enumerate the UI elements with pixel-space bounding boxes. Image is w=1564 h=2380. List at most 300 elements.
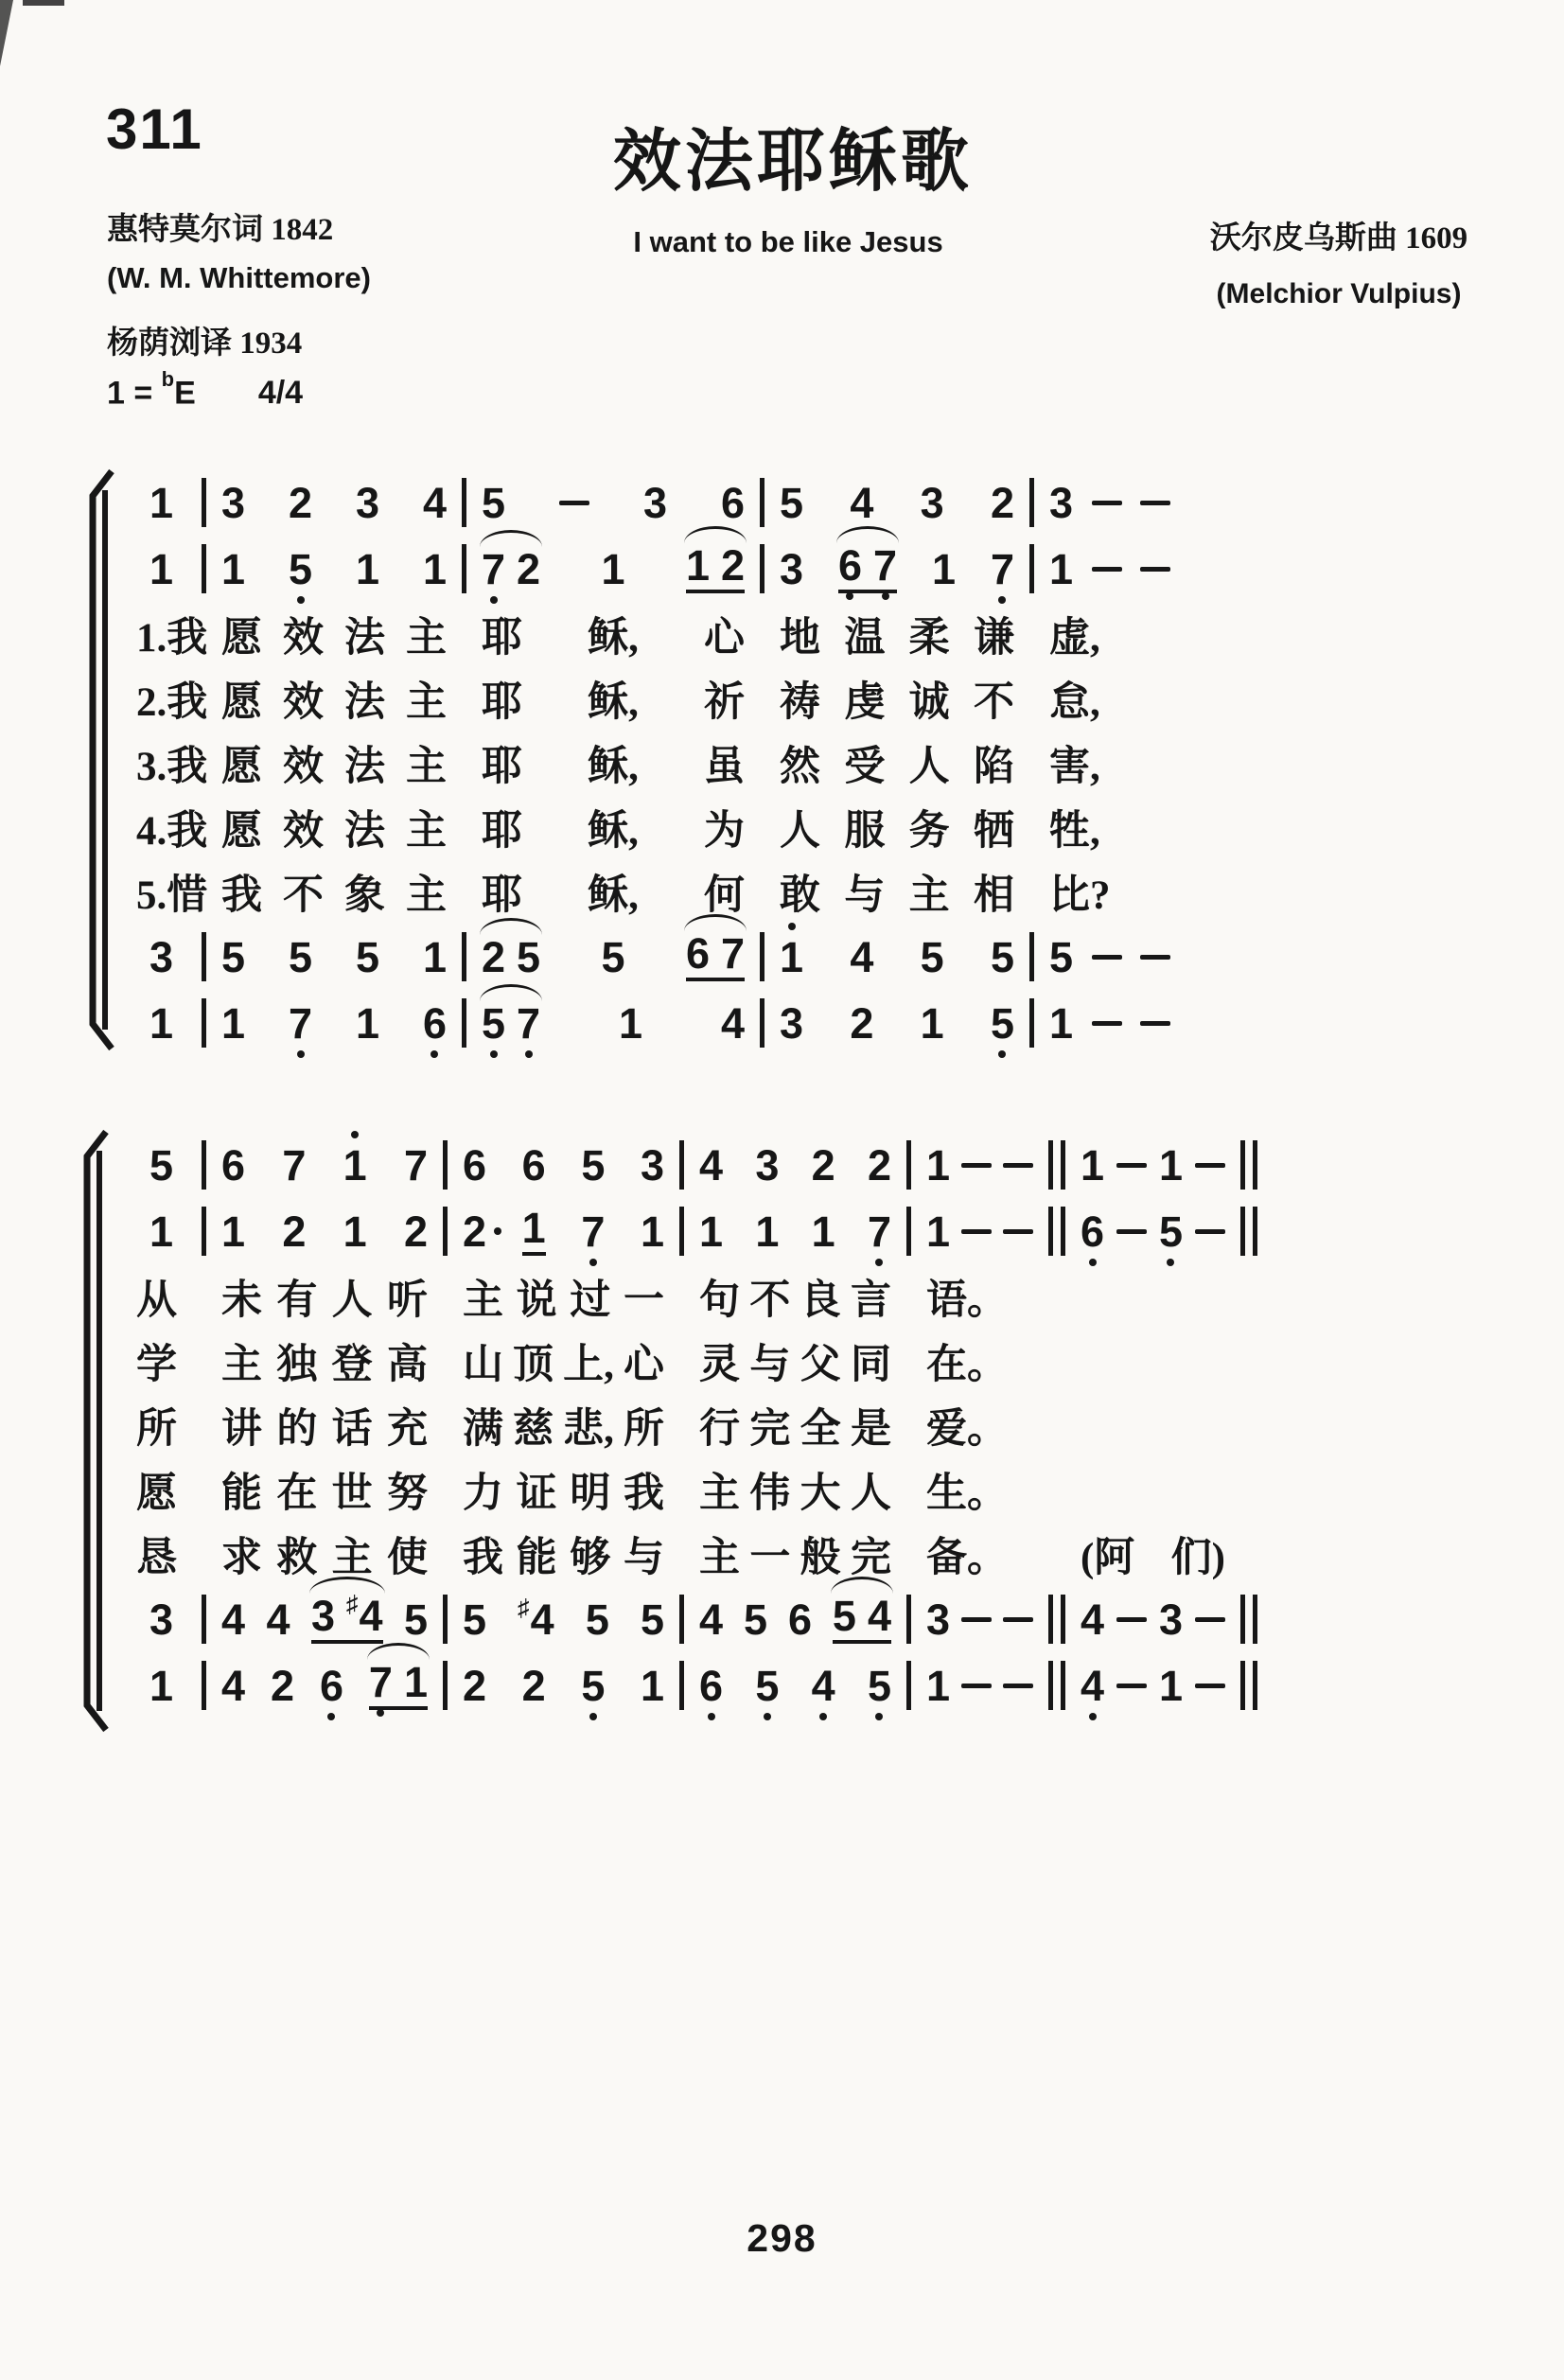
lyric-syllable: 主 xyxy=(699,1471,740,1516)
jianpu-note: 5 xyxy=(1049,932,1074,981)
lyric-measure xyxy=(911,1268,1048,1326)
lyric-syllable: 稣, xyxy=(588,615,639,661)
sharp-sign: ♯ xyxy=(518,1594,530,1621)
jianpu-note: 2 xyxy=(282,1207,307,1256)
measure xyxy=(448,1661,679,1710)
jianpu-note: 1 xyxy=(149,1661,174,1710)
lyric-measure xyxy=(911,1525,1048,1583)
flat-sign: b xyxy=(161,367,175,391)
verse-line-5 xyxy=(121,859,1186,924)
lyric-measure xyxy=(764,734,1029,792)
octave-dot-below xyxy=(764,1713,771,1720)
lyric-syllable: 充 xyxy=(386,1406,428,1452)
jianpu-note: 5 xyxy=(868,1665,891,1707)
lyric-syllable: 山 xyxy=(463,1342,503,1387)
octave-dot-below xyxy=(377,1709,384,1717)
lyric-measure xyxy=(1034,734,1186,792)
jianpu-note: 1 xyxy=(1049,998,1074,1048)
lyric-measure xyxy=(1034,863,1186,921)
jianpu-note: 1 xyxy=(221,544,246,593)
lyric-measure xyxy=(448,1397,679,1454)
verse-line-2 xyxy=(121,1329,1257,1393)
rest-dash xyxy=(1195,1229,1225,1234)
octave-dot-below xyxy=(1167,1259,1174,1266)
bass-line xyxy=(121,1652,1257,1719)
lyric-measure xyxy=(206,670,462,728)
jianpu-note: 6 xyxy=(423,1002,447,1045)
jianpu-note: 6 xyxy=(1081,1210,1104,1253)
lyric-measure xyxy=(1034,606,1186,663)
lyric-measure xyxy=(206,1525,443,1583)
measure xyxy=(1034,998,1186,1048)
jianpu-note: 3 xyxy=(355,478,379,527)
lyric-syllable: 务 xyxy=(908,808,950,854)
measure xyxy=(911,1661,1048,1710)
jianpu-note: 4 xyxy=(812,1665,835,1707)
lyric-measure xyxy=(911,1332,1048,1390)
lyric-syllable: 陷 xyxy=(973,744,1014,789)
lyric-measure xyxy=(121,863,208,921)
jianpu-note: 5 xyxy=(517,932,541,981)
jianpu-note: 5 xyxy=(640,1595,664,1644)
lyric-syllable: 上, xyxy=(563,1342,614,1387)
rest-dash xyxy=(1003,1617,1033,1622)
jianpu-note: 4 xyxy=(221,1661,246,1710)
measure xyxy=(911,1140,1048,1190)
rest-dash xyxy=(1116,1163,1147,1168)
octave-dot-below xyxy=(846,592,853,600)
time-signature: 4/4 xyxy=(257,375,304,412)
lyric-syllable: 从 xyxy=(136,1278,177,1323)
measure xyxy=(1034,478,1186,527)
lyric-syllable: 高 xyxy=(386,1342,428,1387)
lyric-syllable: 独 xyxy=(276,1342,318,1387)
music-system-1 xyxy=(121,469,1186,1056)
octave-dot-below xyxy=(327,1713,335,1720)
lyric-measure xyxy=(448,1525,679,1583)
measure xyxy=(1065,1207,1240,1256)
jianpu-note: 4 xyxy=(221,1595,246,1644)
lyric-measure xyxy=(121,1525,202,1583)
key-note: E xyxy=(174,375,196,412)
octave-dot-below xyxy=(297,596,305,604)
system-rows xyxy=(121,469,1186,1056)
jianpu-note: 5 xyxy=(221,932,246,981)
jianpu-note: 1 xyxy=(926,1140,951,1190)
lyric-syllable: 一 xyxy=(749,1535,791,1580)
octave-dot-below xyxy=(998,596,1006,604)
rest-dash xyxy=(1003,1684,1033,1688)
jianpu-note: 6 xyxy=(787,1595,812,1644)
jianpu-note: 4 xyxy=(266,1595,290,1644)
jianpu-note: 1 xyxy=(640,1207,664,1256)
rest-dash xyxy=(559,501,589,505)
octave-dot-below xyxy=(1089,1259,1097,1266)
octave-dot-above xyxy=(351,1131,359,1138)
jianpu-note: 1 xyxy=(1158,1661,1183,1710)
lyric-syllable: 良 xyxy=(800,1278,841,1323)
jianpu-note: ♯ 4 xyxy=(518,1594,554,1644)
measure xyxy=(206,1207,443,1256)
jianpu-note: 6 xyxy=(838,544,862,587)
note-group xyxy=(482,998,541,1048)
jianpu-note: 6 xyxy=(685,929,710,978)
jianpu-note: 5 xyxy=(482,478,506,527)
jianpu-note: 1 xyxy=(403,1658,428,1706)
lyric-syllable: 然 xyxy=(780,744,820,789)
measure xyxy=(1034,544,1186,593)
lyric-measure xyxy=(448,1268,679,1326)
scan-artifact xyxy=(23,0,64,6)
lyric-syllable: 柔 xyxy=(908,615,950,661)
lyric-syllable: 愿 xyxy=(221,679,262,725)
rest-dash xyxy=(1092,501,1122,505)
lyric-syllable: 全 xyxy=(800,1406,841,1452)
measure xyxy=(466,541,760,593)
lyric-syllable: 慈 xyxy=(513,1406,554,1452)
rest-dash xyxy=(961,1684,992,1688)
note-group xyxy=(521,1204,546,1256)
jianpu-note: 6 xyxy=(320,1665,343,1707)
measure xyxy=(206,1591,443,1644)
lyric-syllable: 相 xyxy=(973,873,1014,918)
rest-dash xyxy=(1092,955,1122,960)
jianpu-note: 4 xyxy=(1081,1595,1105,1644)
octave-dot-below xyxy=(525,1050,533,1058)
lyric-syllable: 与 xyxy=(844,873,886,918)
verse-line-4 xyxy=(121,795,1186,859)
lyric-measure xyxy=(121,799,208,856)
lyric-syllable: 句 xyxy=(699,1278,740,1323)
lyric-measure xyxy=(466,799,760,856)
jianpu-note: 6 xyxy=(720,478,745,527)
jianpu-note: 5 xyxy=(743,1595,767,1644)
jianpu-note: 1 xyxy=(811,1207,835,1256)
jianpu-note: 2 xyxy=(867,1140,891,1190)
note-group xyxy=(482,932,541,981)
lyric-measure xyxy=(1034,670,1186,728)
lyric-syllable: 伟 xyxy=(749,1471,791,1516)
jianpu-note: 1 xyxy=(920,998,944,1048)
jianpu-note: 1 xyxy=(619,998,643,1048)
lyric-syllable: 恳 xyxy=(136,1535,177,1580)
jianpu-note: 7 xyxy=(720,929,745,978)
measure xyxy=(121,1140,202,1190)
lyric-measure xyxy=(684,1525,906,1583)
lyric-syllable: 害, xyxy=(1049,744,1100,789)
measure xyxy=(684,1661,906,1710)
measure xyxy=(448,1140,679,1190)
rest-dash xyxy=(1092,1021,1122,1026)
jianpu-note: 7 xyxy=(991,548,1014,591)
lyric-syllable: 主 xyxy=(406,808,447,854)
lyric-syllable: 所 xyxy=(623,1406,664,1452)
system-bracket xyxy=(79,467,117,1052)
measure xyxy=(121,1207,202,1256)
jianpu-note: 7 xyxy=(868,1210,891,1253)
jianpu-note: 5 xyxy=(482,1002,505,1045)
octave-dot-below xyxy=(431,1050,438,1058)
lyric-measure xyxy=(121,606,208,663)
lyric-syllable: 不 xyxy=(283,873,324,918)
scan-artifact xyxy=(0,0,13,66)
lyric-measure xyxy=(764,799,1029,856)
lyric-syllable: 不 xyxy=(749,1278,791,1323)
measure xyxy=(466,929,760,981)
lyric-syllable: 力 xyxy=(463,1471,503,1516)
alto-line xyxy=(121,1198,1257,1264)
lyric-syllable: 何 xyxy=(704,873,745,918)
octave-dot-below xyxy=(882,592,889,600)
jianpu-note: 1 xyxy=(780,936,803,978)
note-group xyxy=(310,1591,383,1644)
lyric-syllable: 虚, xyxy=(1049,615,1100,661)
jianpu-note: 4 xyxy=(850,932,874,981)
lyric-measure xyxy=(121,1461,202,1519)
verse-line-1 xyxy=(121,602,1186,666)
lyric-measure xyxy=(684,1268,906,1326)
lyric-measure xyxy=(684,1397,906,1454)
measure xyxy=(206,544,462,593)
jianpu-note: 5 xyxy=(581,1665,605,1707)
note-group xyxy=(685,929,745,981)
jianpu-note: 2 xyxy=(463,1210,486,1253)
lyric-syllable: 4.我 xyxy=(136,808,208,854)
verse-line-3 xyxy=(121,1393,1257,1457)
lyric-measure xyxy=(206,1461,443,1519)
octave-dot-below xyxy=(819,1713,827,1720)
jianpu-note: 4 xyxy=(699,1140,724,1190)
page-subtitle: I want to be like Jesus xyxy=(633,225,943,258)
double-barline xyxy=(1048,1661,1065,1710)
jianpu-note: 2 xyxy=(720,541,745,590)
lyric-syllable: 所 xyxy=(136,1406,177,1452)
lyric-syllable: 父 xyxy=(800,1342,841,1387)
lyric-syllable: 生。 xyxy=(926,1471,1008,1516)
lyric-measure xyxy=(448,1332,679,1390)
measure xyxy=(206,932,462,981)
measure xyxy=(121,478,202,527)
lyric-syllable: 与 xyxy=(749,1342,791,1387)
jianpu-note: 2 xyxy=(403,1207,428,1256)
lyricist-credit-en: (W. M. Whittemore) xyxy=(107,261,371,294)
lyric-measure xyxy=(1034,799,1186,856)
jianpu-note: 1 xyxy=(521,1204,546,1252)
bass-line xyxy=(121,990,1186,1056)
measure xyxy=(121,1595,202,1644)
jianpu-note: 6 xyxy=(699,1665,723,1707)
lyric-syllable: 象 xyxy=(344,873,385,918)
lyric-syllable: 救 xyxy=(276,1535,318,1580)
lyric-syllable: 祈 xyxy=(704,679,745,725)
lyric-syllable: 法 xyxy=(344,808,385,854)
lyric-measure xyxy=(764,670,1029,728)
octave-dot-below xyxy=(297,1050,305,1058)
lyric-syllable: 主 xyxy=(406,873,447,918)
rest-dash xyxy=(1140,501,1170,505)
lyric-syllable: 人 xyxy=(780,808,820,854)
jianpu-note: 5 xyxy=(990,932,1014,981)
lyric-measure xyxy=(466,606,760,663)
lyric-syllable: 登 xyxy=(331,1342,373,1387)
lyric-syllable: 耶 xyxy=(482,744,522,789)
measure xyxy=(911,1207,1048,1256)
rest-dash xyxy=(1140,1021,1170,1026)
lyric-syllable: 效 xyxy=(283,808,324,854)
lyric-syllable: 耶 xyxy=(482,808,522,854)
jianpu-note: 2 xyxy=(990,478,1014,527)
page-number: 298 xyxy=(747,2216,817,2260)
lyric-syllable: 人 xyxy=(331,1278,373,1323)
octave-dot-below xyxy=(708,1713,715,1720)
lyric-syllable: 牲, xyxy=(1049,808,1100,854)
measure xyxy=(121,544,202,593)
measure xyxy=(448,1204,679,1256)
jianpu-note: 1 xyxy=(422,544,447,593)
measure xyxy=(206,998,462,1048)
jianpu-note: 1 xyxy=(601,544,625,593)
jianpu-note: 2 xyxy=(463,1661,487,1710)
lyric-syllable: 完 xyxy=(850,1535,891,1580)
music-system-2 xyxy=(121,1132,1257,1719)
jianpu-note: 2 xyxy=(850,998,874,1048)
jianpu-note: 4 xyxy=(720,998,745,1048)
lyric-measure xyxy=(121,734,208,792)
composer-credit: 沃尔皮乌斯曲 1609 xyxy=(1209,221,1468,256)
lyric-syllable: 过 xyxy=(570,1278,611,1323)
rest-dash xyxy=(1116,1684,1147,1688)
lyric-syllable: 5.惜 xyxy=(136,873,208,918)
lyric-measure xyxy=(206,734,462,792)
jianpu-note: 5 xyxy=(755,1665,779,1707)
lyric-syllable: 心 xyxy=(623,1342,664,1387)
jianpu-note: 4 xyxy=(422,478,447,527)
measure xyxy=(764,478,1029,527)
double-barline xyxy=(1240,1595,1257,1644)
lyric-syllable: 为 xyxy=(704,808,745,854)
hymn-number: 311 xyxy=(106,97,203,161)
jianpu-note: 3 xyxy=(780,544,804,593)
note-group xyxy=(482,544,541,593)
jianpu-note: 5 xyxy=(1159,1210,1183,1253)
soprano-line xyxy=(121,469,1186,536)
verse-line-5 xyxy=(121,1522,1257,1586)
jianpu-note: 5 xyxy=(403,1595,428,1644)
jianpu-note: 1 xyxy=(355,544,379,593)
jianpu-note: 1 xyxy=(640,1661,664,1710)
rest-dash xyxy=(1195,1163,1225,1168)
measure xyxy=(121,1661,202,1710)
rest-dash xyxy=(961,1229,992,1234)
jianpu-note: 5 xyxy=(585,1595,609,1644)
jianpu-note: 3 xyxy=(1158,1595,1183,1644)
double-barline xyxy=(1048,1595,1065,1644)
lyric-syllable: 效 xyxy=(283,744,324,789)
jianpu-note: 1 xyxy=(149,998,174,1048)
jianpu-note: 1 xyxy=(1158,1140,1183,1190)
jianpu-note: 5 xyxy=(832,1592,856,1640)
lyric-syllable: 我 xyxy=(463,1535,503,1580)
jianpu-note: 1 xyxy=(755,1207,780,1256)
lyric-syllable: 主 xyxy=(221,1342,262,1387)
lyric-syllable: 能 xyxy=(516,1535,557,1580)
lyric-measure xyxy=(206,863,462,921)
lyric-syllable: 3.我 xyxy=(136,744,208,789)
lyric-syllable: 主 xyxy=(406,744,447,789)
jianpu-note: 7 xyxy=(289,1002,312,1045)
lyric-measure xyxy=(764,606,1029,663)
jianpu-note: 1 xyxy=(685,541,710,590)
verse-line-4 xyxy=(121,1457,1257,1522)
jianpu-note: 1 xyxy=(1081,1140,1105,1190)
measure xyxy=(684,1207,906,1256)
lyric-syllable: 是 xyxy=(850,1406,891,1452)
double-barline xyxy=(1240,1140,1257,1190)
lyric-syllable: 言 xyxy=(850,1278,891,1323)
lyric-syllable: 同 xyxy=(850,1342,891,1387)
rest-dash xyxy=(1003,1163,1033,1168)
lyric-syllable: 地 xyxy=(780,615,820,661)
composer-credit-en: (Melchior Vulpius) xyxy=(1216,278,1462,309)
lyric-syllable: 愿 xyxy=(136,1471,177,1516)
jianpu-note: 3 xyxy=(310,1592,335,1640)
rest-dash xyxy=(1116,1617,1147,1622)
jianpu-note: 1 xyxy=(149,544,174,593)
jianpu-note: 7 xyxy=(369,1661,393,1703)
lyric-measure xyxy=(121,1268,202,1326)
jianpu-note: 5 xyxy=(289,548,312,591)
lyric-syllable: 虔 xyxy=(844,679,886,725)
jianpu-note: 1 xyxy=(931,544,956,593)
lyric-measure xyxy=(121,1397,202,1454)
jianpu-note: 5 xyxy=(149,1140,174,1190)
lyric-syllable: 顶 xyxy=(513,1342,554,1387)
measure xyxy=(684,1140,906,1190)
lyric-syllable: 心 xyxy=(704,615,745,661)
lyric-measure xyxy=(121,1332,202,1390)
jianpu-note: 5 xyxy=(601,932,625,981)
lyric-syllable: 在。 xyxy=(926,1342,1008,1387)
lyric-measure xyxy=(121,670,208,728)
jianpu-note: 5 xyxy=(288,932,313,981)
lyric-measure xyxy=(1065,1525,1240,1583)
translator-credit: 杨荫浏译 1934 xyxy=(107,326,303,361)
lyric-syllable: 人 xyxy=(850,1471,891,1516)
jianpu-note: 2 xyxy=(521,1661,546,1710)
lyric-syllable: 稣, xyxy=(588,808,639,854)
octave-dot-below xyxy=(490,1050,498,1058)
lyric-syllable: 耶 xyxy=(482,615,522,661)
jianpu-note: 3 xyxy=(780,998,804,1048)
jianpu-note: ♯ 4 xyxy=(345,1591,383,1640)
lyric-syllable: 般 xyxy=(800,1535,841,1580)
measure xyxy=(764,541,1029,593)
rest-dash xyxy=(1003,1229,1033,1234)
jianpu-note: 3 xyxy=(149,932,174,981)
jianpu-note: 3 xyxy=(920,478,944,527)
lyric-measure xyxy=(206,799,462,856)
lyric-syllable: 我 xyxy=(623,1471,664,1516)
lyric-measure xyxy=(684,1332,906,1390)
lyric-syllable: 在 xyxy=(276,1471,318,1516)
lyric-syllable: 说 xyxy=(516,1278,557,1323)
note-group xyxy=(685,541,745,593)
key-signature xyxy=(107,367,304,412)
octave-dot-below xyxy=(589,1713,597,1720)
jianpu-note: 1 xyxy=(1049,544,1074,593)
jianpu-note: 4 xyxy=(699,1595,724,1644)
jianpu-note: 3 xyxy=(926,1595,951,1644)
